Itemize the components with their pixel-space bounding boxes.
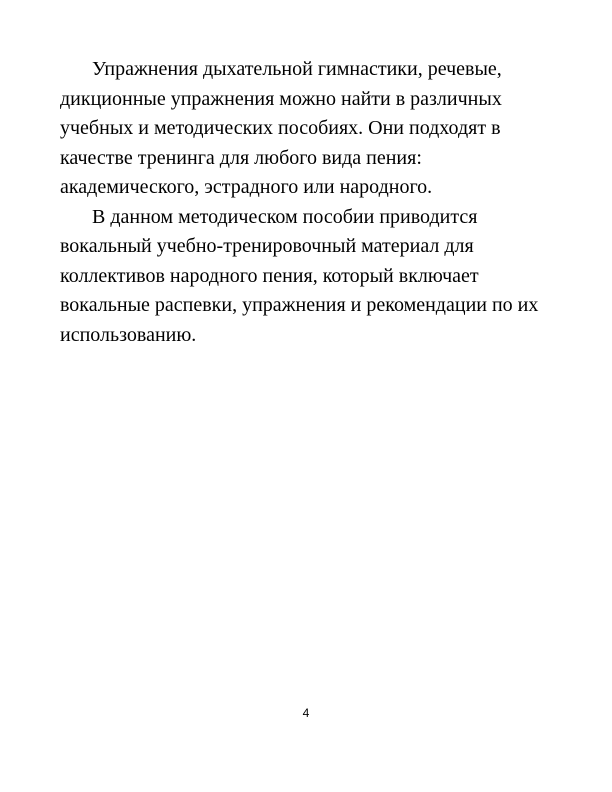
text-line: вокальные распевки, упражнения и рекомендации по их bbox=[60, 294, 539, 316]
paragraph-2 bbox=[60, 203, 540, 351]
text-line: В данном методическом пособии приводится bbox=[92, 205, 478, 228]
page-number: 4 bbox=[302, 706, 310, 720]
text-line: вокальный учебно-тренировочный материал для bbox=[60, 235, 474, 257]
text-line: академического, эстрадного или народного. bbox=[60, 176, 433, 198]
text-line: Упражнения дыхательной гимнастики, речевые, bbox=[92, 58, 502, 80]
text-line: использованию. bbox=[60, 323, 197, 346]
paragraph-1 bbox=[60, 55, 540, 203]
text-line: качестве тренинга для любого вида пения: bbox=[60, 146, 422, 169]
text-line: учебных и методических пособиях. Они подходят в bbox=[60, 117, 501, 139]
text-line: дикционные упражнения можно найти в различных bbox=[60, 87, 502, 110]
text-line: коллективов народного пения, который включает bbox=[60, 264, 479, 287]
body-text bbox=[60, 55, 540, 350]
